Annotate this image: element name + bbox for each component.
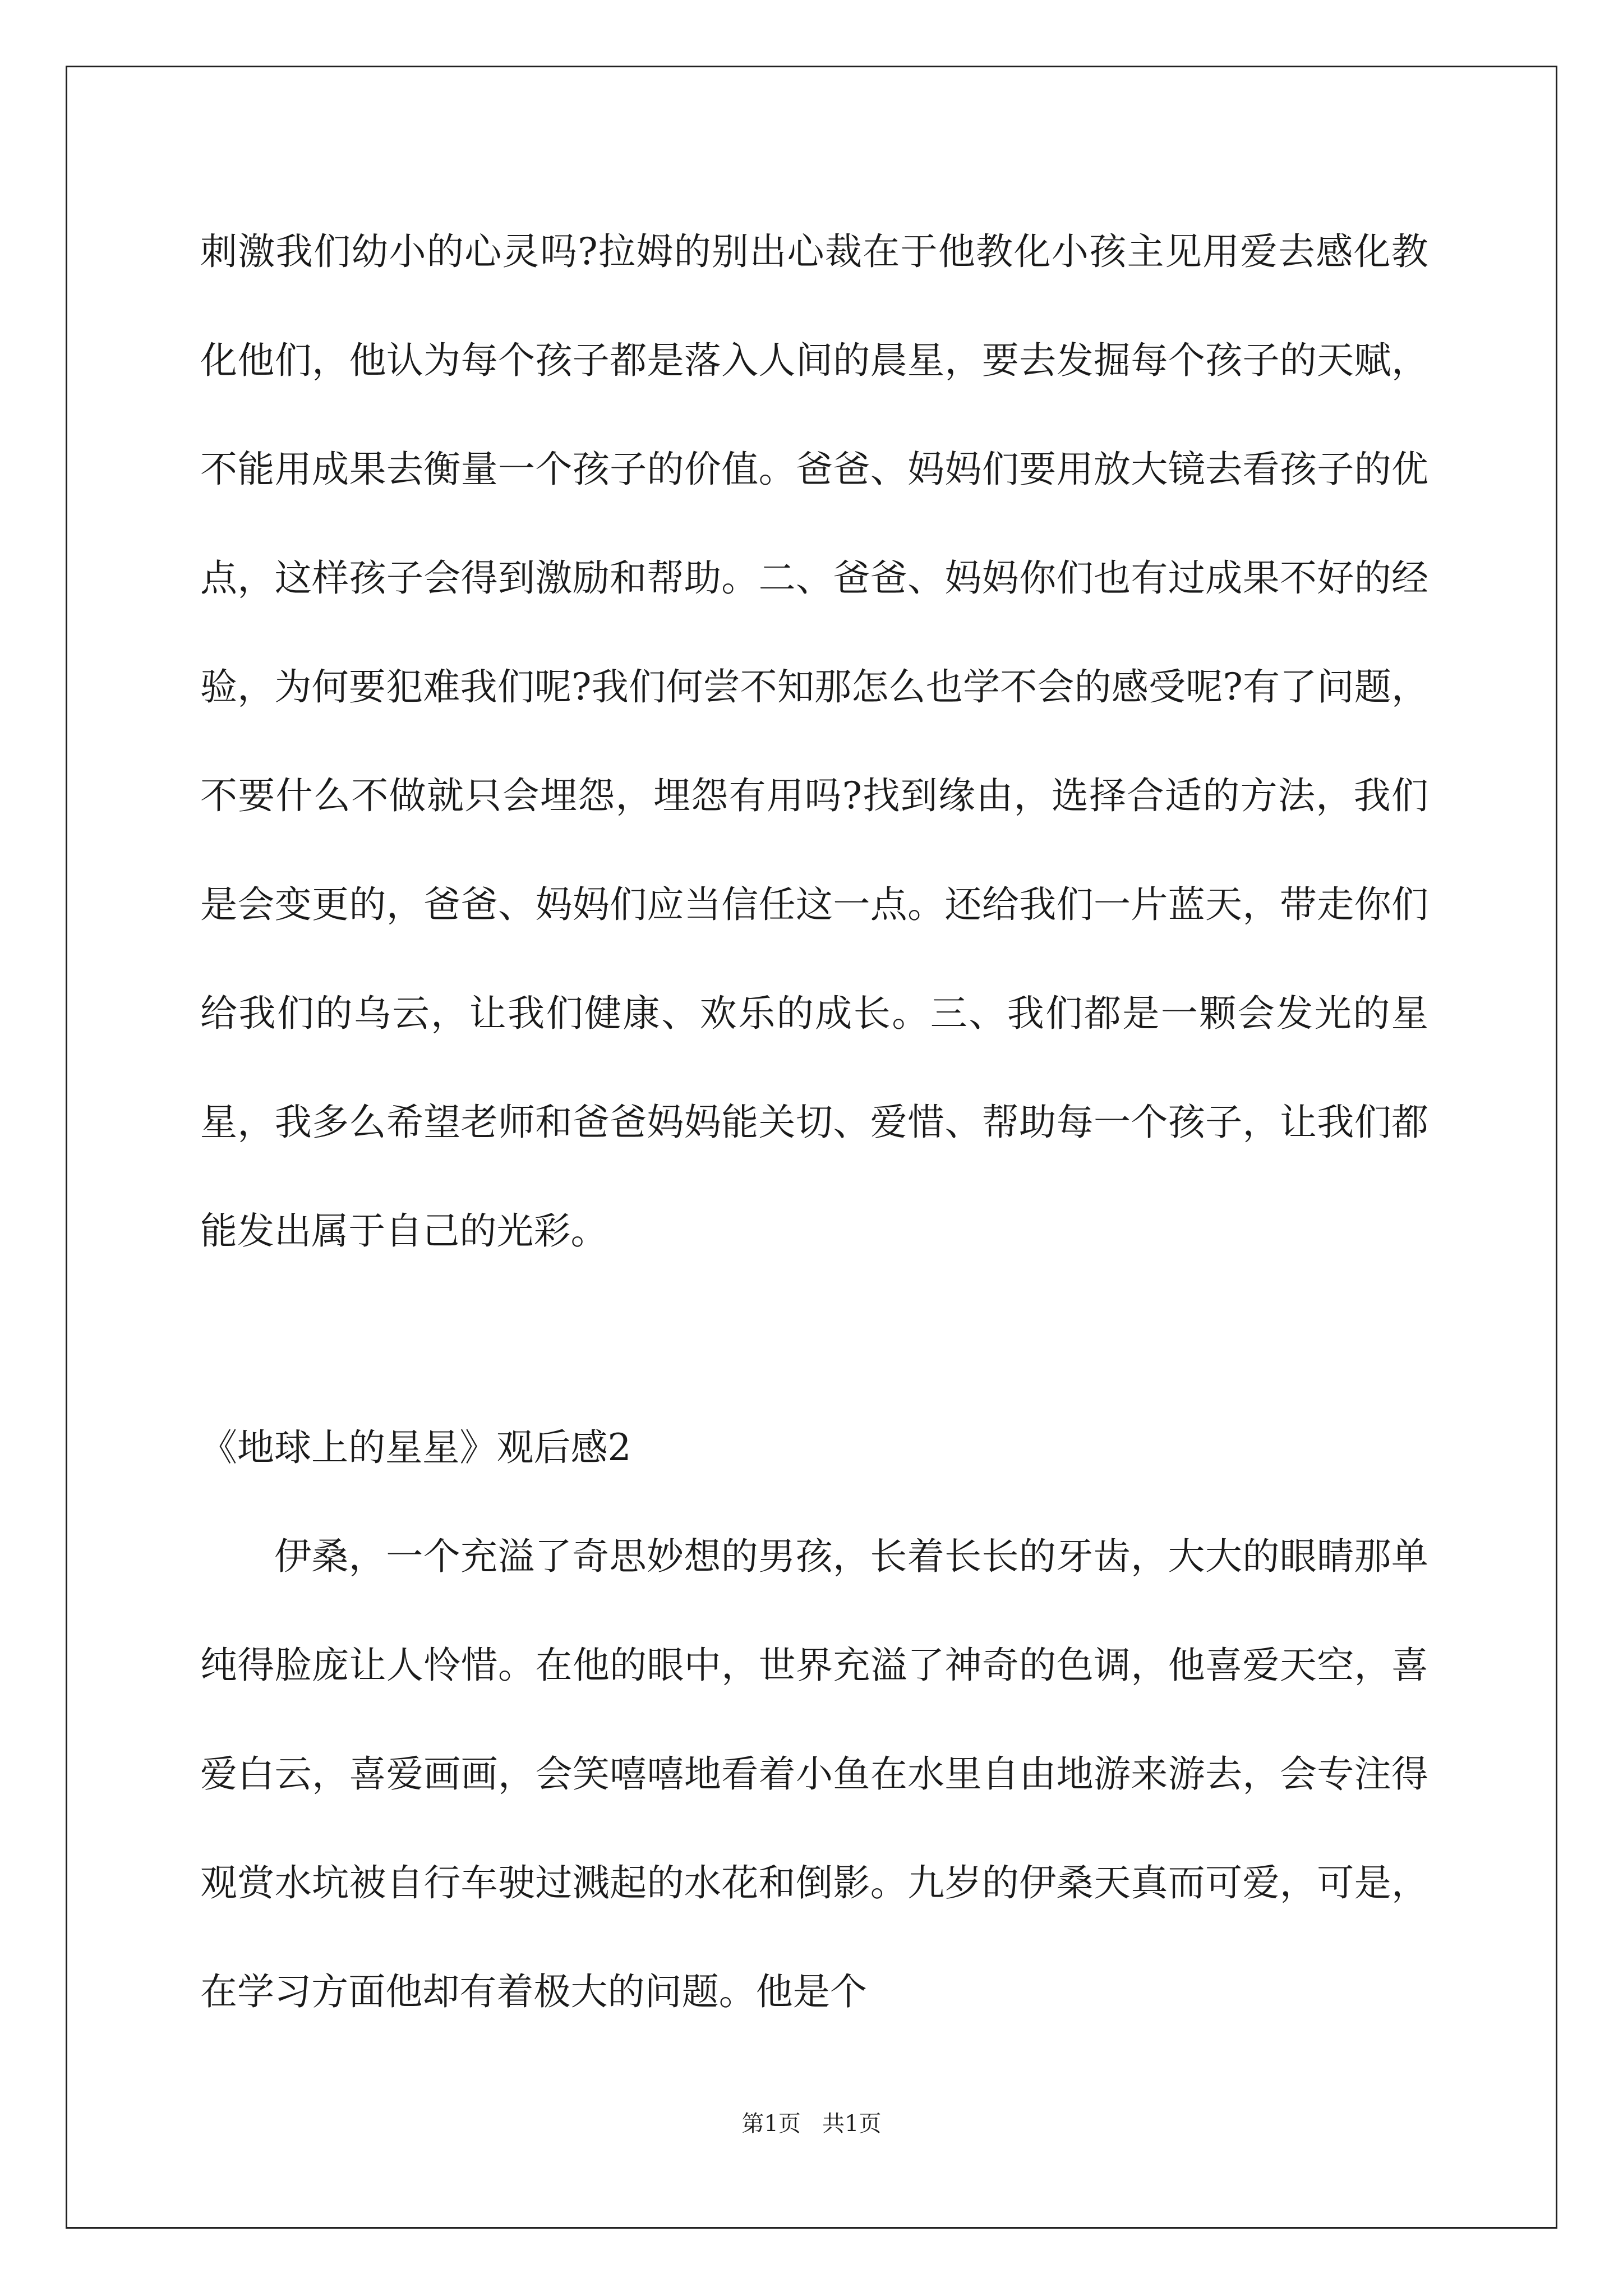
body-paragraph-2: 伊桑，一个充溢了奇思妙想的男孩，长着长长的牙齿，大大的眼睛那单纯得脸庞让人怜惜。在他的眼中，世界充溢了神奇的色调，他喜爱天空，喜爱白云，喜爱画画，会笑嘻嘻地看着小鱼在水里自由地游来游去，会专注得观赏水坑被自行车驶过溅起的水花和倒影。九岁的伊桑天真而可爱，可是，在学习方面他却有着极大的问题。他是个 — [200, 1535, 1428, 2013]
body-paragraph-1: 刺激我们幼小的心灵吗?拉姆的别出心裁在于他教化小孩主见用爱去感化教化他们，他认为每个孩子都是落入人间的晨星，要去发掘每个孩子的天赋，不能用成果去衡量一个孩子的价值。爸爸、妈妈们要用放大镜去看孩子的优点，这样孩子会得到激励和帮助。二、爸爸、妈妈你们也有过成果不好的经验，为何要犯难我们呢?我们何尝不知那怎么也学不会的感受呢?有了问题，不要什么不做就只会埋怨，埋怨有用吗?找到缘由，选择合适的方法，我们是会变更的，爸爸、妈妈们应当信任这一点。还给我们一片蓝天，带走你们给我们的乌云，让我们健康、欢乐的成长。三、我们都是一颗会发光的星星，我多么希望老师和爸爸妈妈能关切、爱惜、帮助每一个孩子，让我们都能发出属于自己的光彩。 — [200, 230, 1428, 1253]
page-number-footer: 第1页 共1页 — [741, 2111, 882, 2137]
section-heading: 《地球上的星星》观后感2 — [200, 1426, 631, 1469]
